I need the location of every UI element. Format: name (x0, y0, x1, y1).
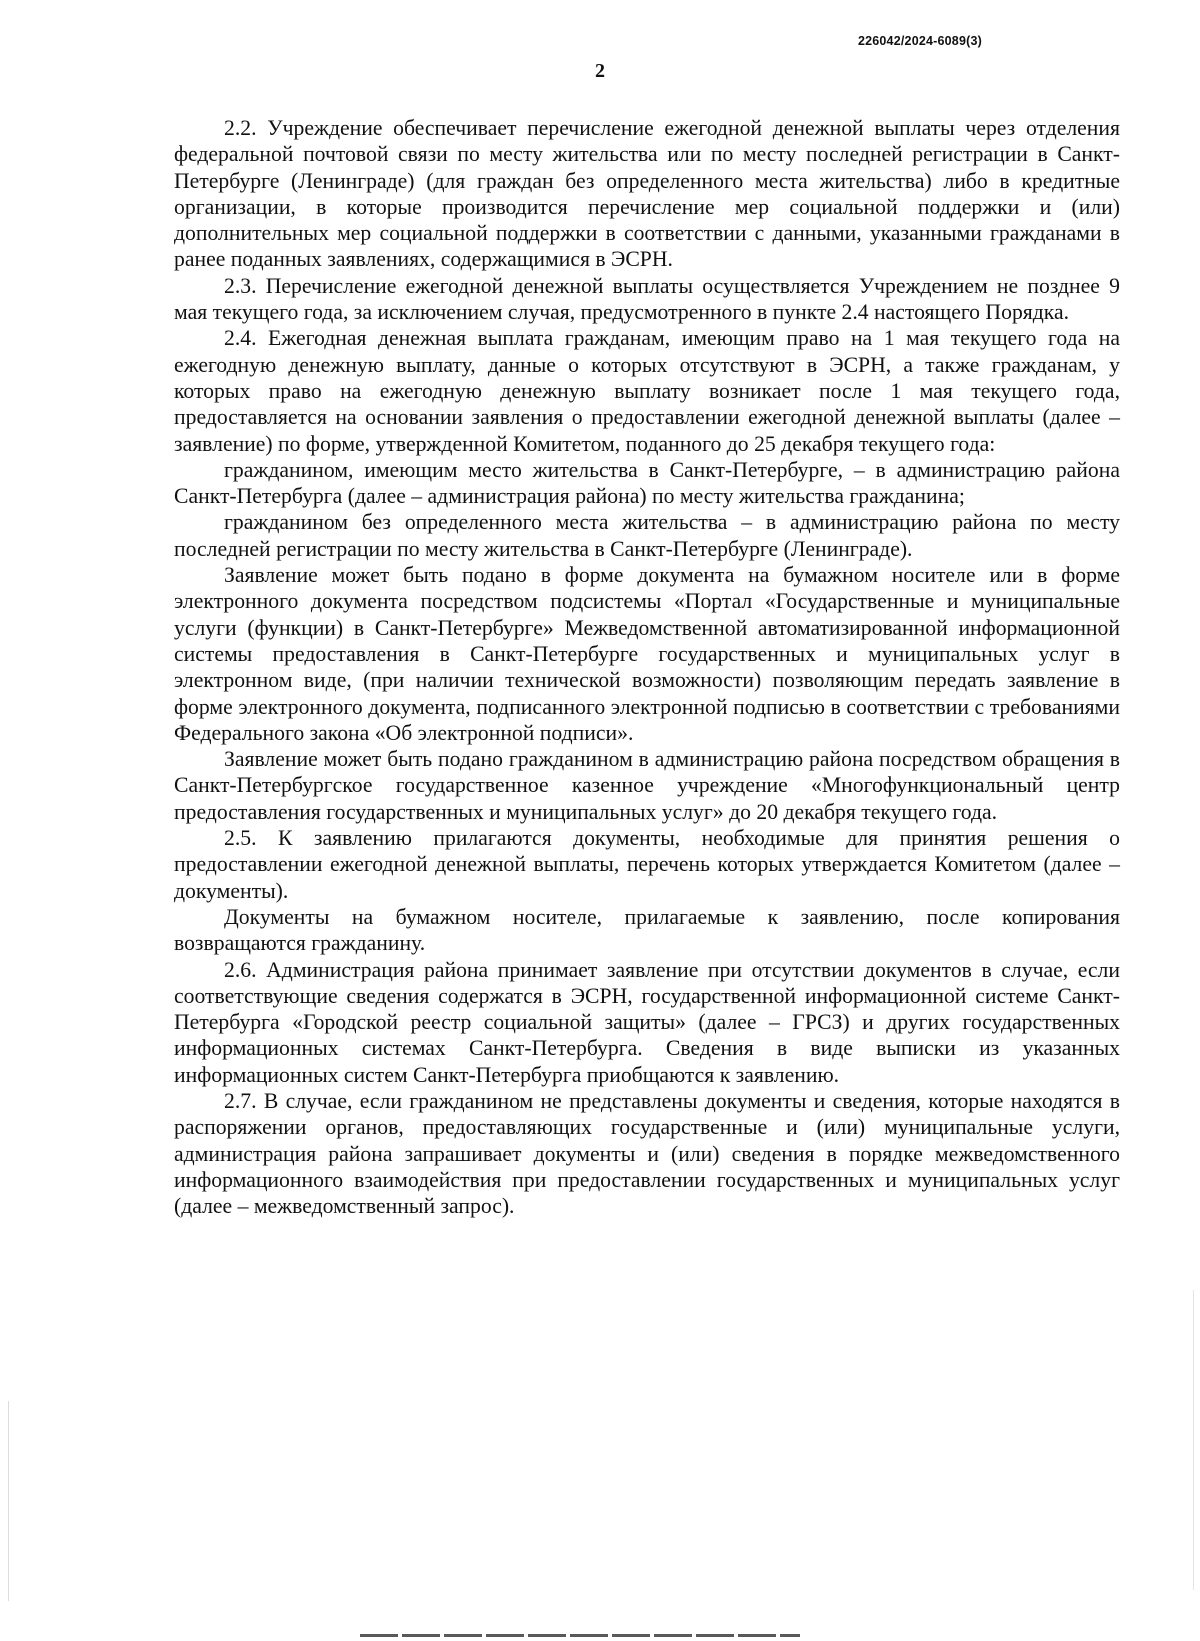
paragraph-2-2: 2.2. Учреждение обеспечивает перечисление ежегодной денежной выплаты через отделения федеральной почтовой связи по месту жительства или по месту последней регистрации в Санкт-Петербурге (Ленинграде) (для граждан без определенного места жительства) либо в кредитные организации, в которые производится перечисление мер социальной поддержки и (или) дополнительных мер социальной поддержки в соответствии с данными, указанными гражданами в ранее поданных заявлениях, содержащимися в ЭСРН. (174, 116, 1120, 272)
paragraph-2-5: 2.5. К заявлению прилагаются документы, необходимые для принятия решения о предоставлении ежегодной денежной выплаты, перечень которых утверждается Комитетом (далее – документы). (174, 826, 1120, 903)
scan-bottom-mark (360, 1634, 800, 1637)
paragraph-2-7: 2.7. В случае, если гражданином не представлены документы и сведения, которые находятся в распоряжении органов, предоставляющих государственные и (или) муниципальные услуги, администрация района запрашивает документы и (или) сведения в порядке межведомственного информационного взаимодействия при предоставлении государственных и муниципальных услуг (далее – межведомственный запрос). (174, 1088, 1120, 1219)
paragraph-2-5-return: Документы на бумажном носителе, прилагаемые к заявлению, после копирования возвращаются гражданину. (174, 904, 1120, 956)
paragraph-2-6: 2.6. Администрация района принимает заявление при отсутствии документов в случае, если соответствующие сведения содержатся в ЭСРН, государственной информационной системе Санкт-Петербурга «Городской реестр социальной защиты» (далее – ГРСЗ) и других государственных информационных системах Санкт-Петербурга. Сведения в виде выписки из указанных информационных систем Санкт-Петербурга приобщаются к заявлению. (174, 957, 1120, 1087)
paragraph-2-4-item-resident: гражданином, имеющим место жительства в Санкт-Петербурге, – в администрацию района Санкт-Петербурга (далее – администрация района) по месту жительства гражданина; (174, 457, 1120, 509)
paragraph-2-4-electronic-form: Заявление может быть подано в форме документа на бумажном носителе или в форме электронного документа посредством подсистемы «Портал «Государственные и муниципальные услуги (функции) в Санкт-Петербурге» Межведомственной автоматизированной информационной системы предоставления в Санкт-Петербурге государственных и муниципальных услуг в электронном виде, (при наличии технической возможности) позволяющим передать заявление в форме электронного документа, подписанного электронной подписью в соответствии с требованиями Федерального закона «Об электронной подписи». (174, 563, 1120, 745)
paragraph-2-4: 2.4. Ежегодная денежная выплата гражданам, имеющим право на 1 мая текущего года на ежегодную денежную выплату, данные о которых отсутствуют в ЭСРН, а также гражданам, у которых право на ежегодную денежную выплату возникает после 1 мая текущего года, предоставляется на основании заявления о предоставлении ежегодной денежной выплаты (далее – заявление) по форме, утвержденной Комитетом, поданного до 25 декабря текущего года: (174, 326, 1120, 456)
paragraph-2-4-item-homeless: гражданином без определенного места жительства – в администрацию района по месту последней регистрации по месту жительства в Санкт-Петербурге (Ленинграде). (174, 510, 1120, 561)
document-registration-number: 226042/2024-6089(3) (857, 34, 982, 48)
scan-edge-right (1193, 1290, 1194, 1590)
paragraph-2-4-mfc: Заявление может быть подано гражданином в администрацию района посредством обращения в Санкт-Петербургское государственное казенное учреждение «Многофункциональный центр предоставления государственных и муниципальных услуг» до 20 декабря текущего года. (174, 747, 1120, 824)
paragraph-2-3: 2.3. Перечисление ежегодной денежной выплаты осуществляется Учреждением не позднее 9 мая текущего года, за исключением случая, предусмотренного в пункте 2.4 настоящего Порядка. (174, 273, 1120, 325)
page-number: 2 (595, 60, 605, 82)
scan-edge-left (8, 1401, 9, 1601)
document-body (174, 115, 1120, 1219)
